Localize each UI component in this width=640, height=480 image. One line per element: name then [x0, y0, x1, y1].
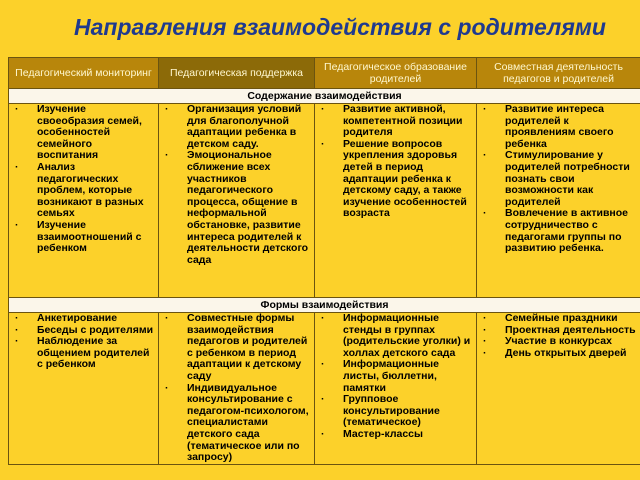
header-monitoring: Педагогический мониторинг	[9, 58, 159, 89]
list-item: · Решение вопросов укрепления здоровья детей в период адаптации ребенка к детскому саду, а также изучение особенностей возраста	[319, 139, 474, 220]
content-monitoring-cell	[9, 104, 159, 298]
list-item: · Семейные праздники	[481, 313, 638, 325]
list-item: · Эмоциональное сближение всех участников педагогического процесса, общение в неформальной обстановке, развитие интереса родителей к деятельности детского сада	[163, 150, 312, 266]
content-joint-list	[481, 104, 638, 255]
forms-monitoring-cell	[9, 313, 159, 465]
header-support: Педагогическая поддержка	[159, 58, 315, 89]
list-item: · Изучение взаимоотношений с ребенком	[13, 220, 156, 255]
content-joint-cell	[477, 104, 640, 298]
list-item: · Участие в конкурсах	[481, 336, 638, 348]
section-label-content: Содержание взаимодействия	[9, 89, 640, 104]
list-item: · Групповое консультирование (тематическое)	[319, 394, 474, 429]
list-item: · Развитие интереса родителей к проявлениям своего ребенка	[481, 104, 638, 150]
forms-joint-list	[481, 313, 638, 359]
list-item: · День открытых дверей	[481, 348, 638, 360]
list-item: · Мастер-классы	[319, 429, 474, 441]
list-item: · Развитие активной, компетентной позиции родителя	[319, 104, 474, 139]
list-item: · Анализ педагогических проблем, которые возникают в разных семьях	[13, 162, 156, 220]
list-item: · Беседы с родителями	[13, 325, 156, 337]
list-item: · Анкетирование	[13, 313, 156, 325]
interaction-table	[8, 57, 640, 465]
header-education: Педагогическое образование родителей	[315, 58, 477, 89]
header-row	[9, 58, 640, 89]
forms-support-list	[163, 313, 312, 464]
content-monitoring-list	[13, 104, 156, 255]
forms-education-cell	[315, 313, 477, 465]
list-item: · Стимулирование у родителей потребности познать свои возможности как родителей	[481, 150, 638, 208]
list-item: · Проектная деятельность	[481, 325, 638, 337]
forms-education-list	[319, 313, 474, 441]
list-item: · Информационные листы, бюллетни, памятки	[319, 359, 474, 394]
content-support-list	[163, 104, 312, 266]
forms-row	[9, 313, 640, 465]
content-row	[9, 104, 640, 298]
content-education-cell	[315, 104, 477, 298]
list-item: · Информационные стенды в группах (родительские уголки) и холлах детского сада	[319, 313, 474, 359]
list-item: · Изучение своеобразия семей, особенностей семейного воспитания	[13, 104, 156, 162]
list-item: · Индивидуальное консультирование с педагогом-психологом, специалистами детского сада (тематическое или по запросу)	[163, 383, 312, 464]
content-support-cell	[159, 104, 315, 298]
list-item: · Совместные формы взаимодействия педагогов и родителей с ребенком в период адаптации к детскому саду	[163, 313, 312, 383]
list-item: · Организация условий для благополучной адаптации ребенка в детском саду.	[163, 104, 312, 150]
list-item: · Вовлечение в активное сотрудничество с педагогами группы по развитию ребенка.	[481, 208, 638, 254]
list-item: · Наблюдение за общением родителей с ребенком	[13, 336, 156, 371]
page-title: Направления взаимодействия с родителями	[74, 14, 606, 40]
section-row-content	[9, 89, 640, 104]
header-joint-activity: Совместная деятельность педагогов и родителей	[477, 58, 640, 89]
section-row-forms	[9, 298, 640, 313]
forms-monitoring-list	[13, 313, 156, 371]
section-label-forms: Формы взаимодействия	[9, 298, 640, 313]
forms-joint-cell	[477, 313, 640, 465]
forms-support-cell	[159, 313, 315, 465]
content-education-list	[319, 104, 474, 220]
